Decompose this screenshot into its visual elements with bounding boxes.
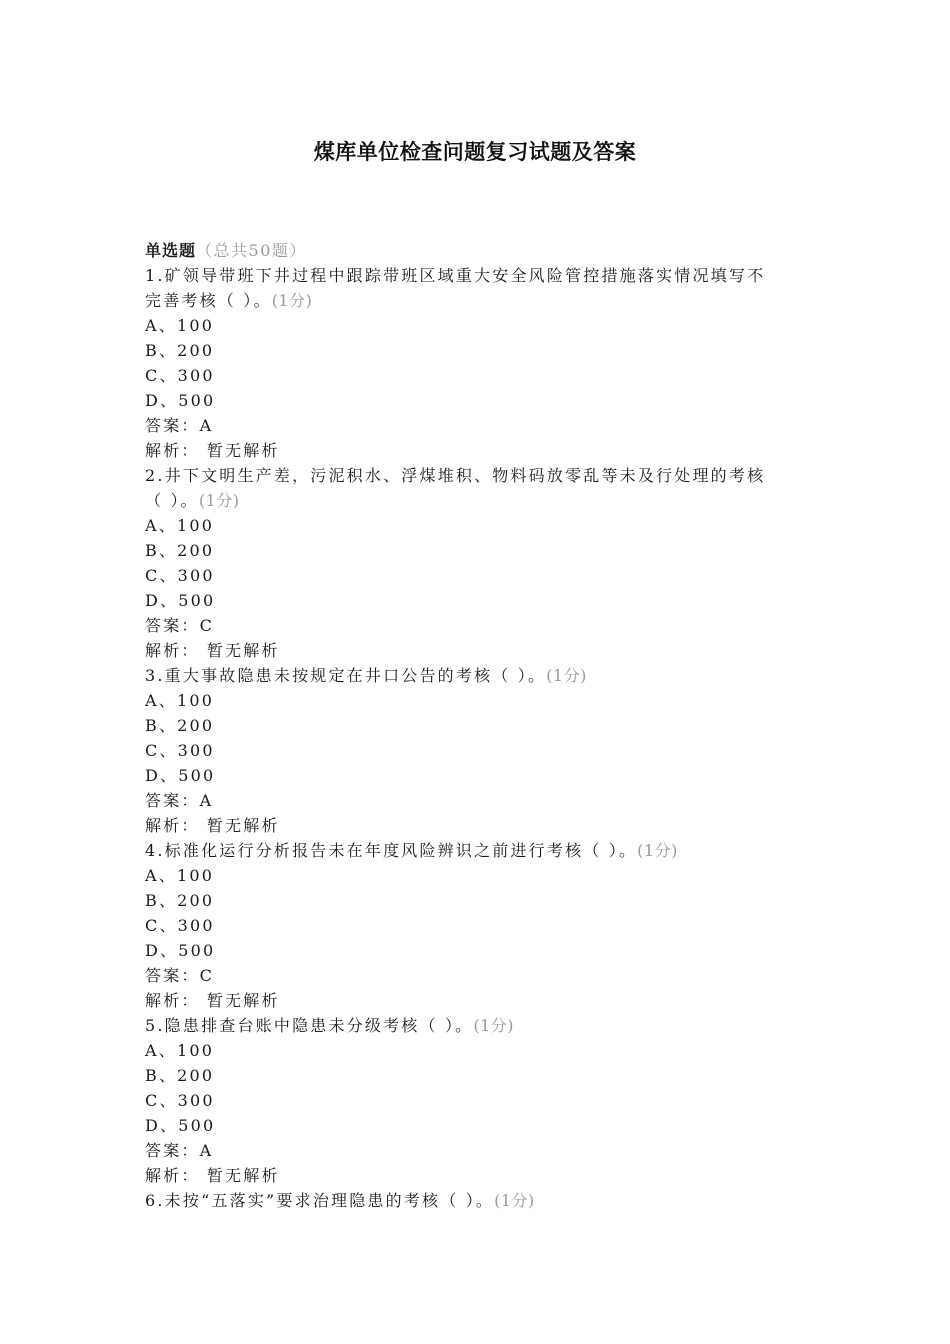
question-text-line xyxy=(145,663,805,688)
option-d: D、500 xyxy=(145,1116,216,1135)
option-c: C、300 xyxy=(145,566,215,585)
option-d: D、500 xyxy=(145,766,216,785)
analysis-label: 解析： xyxy=(145,641,200,660)
question-score: (1分) xyxy=(198,491,240,510)
section-count-note: （总共50题） xyxy=(196,241,307,260)
question-text: 5.隐患排查台账中隐患未分级考核（ ）。 xyxy=(145,1016,474,1035)
section-title: 单选题 xyxy=(145,241,197,260)
document-body xyxy=(145,238,805,1213)
question-score: (1分) xyxy=(271,291,313,310)
document-title: 煤库单位检查问题复习试题及答案 xyxy=(313,140,637,164)
option-b: B、200 xyxy=(145,891,215,910)
answer-label: 答案： xyxy=(145,416,200,435)
analysis-value: 暂无解析 xyxy=(206,641,280,660)
option-d: D、500 xyxy=(145,591,216,610)
answer-line xyxy=(145,1138,805,1163)
analysis-line xyxy=(145,1163,805,1188)
question-text-continued xyxy=(145,488,805,513)
option-a: A、100 xyxy=(145,866,215,885)
option-b: B、200 xyxy=(145,541,215,560)
question-text: 3.重大事故隐患未按规定在井口公告的考核（ ）。 xyxy=(145,666,547,685)
analysis-value: 暂无解析 xyxy=(206,816,280,835)
analysis-line xyxy=(145,438,805,463)
answer-value: C xyxy=(199,616,215,635)
question-score: (1分) xyxy=(473,1016,515,1035)
analysis-line xyxy=(145,813,805,838)
analysis-value: 暂无解析 xyxy=(206,1166,280,1185)
question-text: 1.矿领导带班下井过程中跟踪带班区域重大安全风险管控措施落实情况填写不 xyxy=(145,266,766,285)
question-text-continued xyxy=(145,288,805,313)
analysis-label: 解析： xyxy=(145,816,200,835)
answer-label: 答案： xyxy=(145,1141,200,1160)
option-a: A、100 xyxy=(145,1041,215,1060)
option-d: D、500 xyxy=(145,941,216,960)
option-c: C、300 xyxy=(145,741,215,760)
analysis-value: 暂无解析 xyxy=(206,991,280,1010)
question-6 xyxy=(145,1188,805,1213)
question-score: (1分) xyxy=(494,1191,535,1210)
answer-value: A xyxy=(199,1141,214,1160)
answer-label: 答案： xyxy=(145,791,200,810)
question-text: 6.未按“五落实”要求治理隐患的考核（ ）。 xyxy=(145,1191,495,1210)
answer-line xyxy=(145,963,805,988)
option-a: A、100 xyxy=(145,691,215,710)
question-text-line xyxy=(145,1013,805,1038)
answer-value: A xyxy=(199,791,214,810)
answer-value: C xyxy=(199,966,215,985)
analysis-line xyxy=(145,988,805,1013)
analysis-label: 解析： xyxy=(145,441,200,460)
question-5 xyxy=(145,1013,805,1188)
analysis-line xyxy=(145,638,805,663)
question-score: (1分) xyxy=(546,666,587,685)
option-c: C、300 xyxy=(145,366,215,385)
answer-value: A xyxy=(199,416,214,435)
question-text-line xyxy=(145,1188,805,1213)
answer-line xyxy=(145,413,805,438)
section-header xyxy=(145,238,805,263)
option-a: A、100 xyxy=(145,316,215,335)
question-score: (1分) xyxy=(637,841,678,860)
question-text-tail: （ ）。 xyxy=(145,491,199,510)
question-4 xyxy=(145,838,805,1013)
question-1 xyxy=(145,263,805,463)
answer-line xyxy=(145,788,805,813)
option-b: B、200 xyxy=(145,1066,215,1085)
question-text-tail: 完善考核（ ）。 xyxy=(145,291,272,310)
answer-label: 答案： xyxy=(145,616,200,635)
question-text-line xyxy=(145,838,805,863)
question-text: 2.井下文明生产差，污泥积水、浮煤堆积、物料码放零乱等未及行处理的考核 xyxy=(145,466,766,485)
answer-label: 答案： xyxy=(145,966,200,985)
analysis-value: 暂无解析 xyxy=(206,441,280,460)
option-b: B、200 xyxy=(145,716,215,735)
option-d: D、500 xyxy=(145,391,216,410)
question-text: 4.标准化运行分析报告未在年度风险辨识之前进行考核（ ）。 xyxy=(145,841,638,860)
analysis-label: 解析： xyxy=(145,1166,200,1185)
option-c: C、300 xyxy=(145,916,215,935)
option-b: B、200 xyxy=(145,341,215,360)
option-c: C、300 xyxy=(145,1091,215,1110)
answer-line xyxy=(145,613,805,638)
question-2 xyxy=(145,463,805,663)
question-3 xyxy=(145,663,805,838)
option-a: A、100 xyxy=(145,516,215,535)
analysis-label: 解析： xyxy=(145,991,200,1010)
